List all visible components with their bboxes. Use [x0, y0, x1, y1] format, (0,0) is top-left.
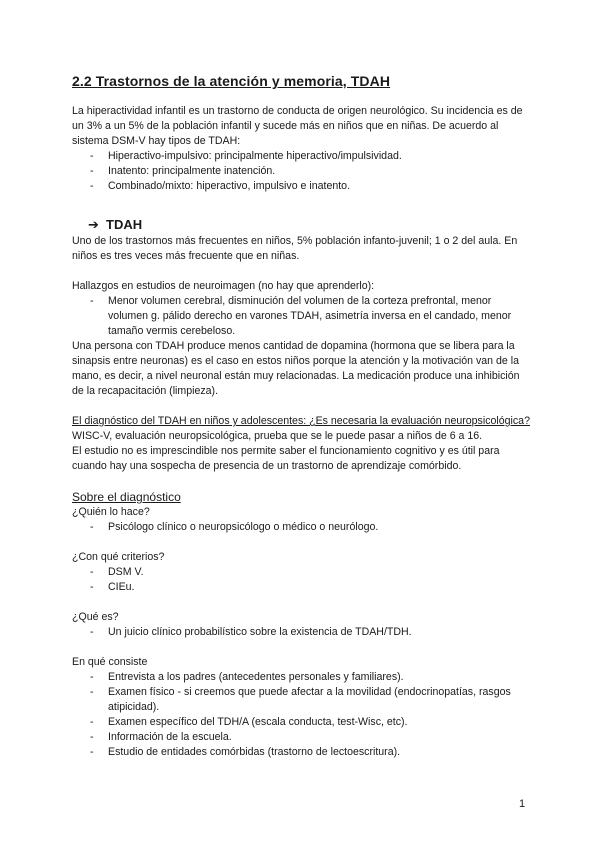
- diagnosis-question-heading: El diagnóstico del TDAH en niños y adolescentes: ¿Es necesaria la evaluación neuropsicológica?: [72, 415, 530, 427]
- arrow-right-icon: ➔: [88, 217, 99, 232]
- list-item: - Estudio de entidades comórbidas (trastorno de lectoescritura).: [72, 745, 532, 760]
- list-item: - Inatento: principalmente inatención.: [72, 164, 532, 179]
- list-item: - Combinado/mixto: hiperactivo, impulsivo e inatento.: [72, 179, 532, 194]
- tdah-types-list: [72, 149, 532, 194]
- consists-heading: En qué consiste: [72, 656, 148, 668]
- wisc-line: WISC-V, evaluación neuropsicológica, prueba que se le puede pasar a niños de 6 a 16.: [72, 430, 483, 442]
- tdah-paragraph: Uno de los trastornos más frecuentes en niños, 5% población infanto-juvenil; 1 o 2 del aula. En niños es tres veces más frecuente que en niñas.: [72, 235, 518, 262]
- list-item: - Un juicio clínico probabilístico sobre la existencia de TDAH/TDH.: [72, 625, 532, 640]
- dopamine-paragraph: Una persona con TDAH produce menos cantidad de dopamina (hormona que se libera para la sinapsis entre neuronas) es el caso en estos niños porque la atención y la motivación van de la mano, es decir, a nivel neuronal están muy relacionadas. La medicación produce una inhibición de la recapacitación (limpieza).: [72, 340, 520, 397]
- consists-list: [72, 670, 532, 760]
- intro-paragraph: La hiperactividad infantil es un trastorno de conducta de origen neurológico. Su incidencia es de un 3% a un 5% de la población infantil y sucede más en niños que en niñas. De acuerdo al sistema DSM-V hay tipos de TDAH:: [72, 105, 523, 147]
- list-item: - Entrevista a los padres (antecedentes personales y familiares).: [72, 670, 532, 685]
- criteria-list: [72, 565, 532, 595]
- study-line: El estudio no es imprescindible nos permite saber el funcionamiento cognitivo y es útil para cuando hay una sospecha de presencia de un trastorno de aprendizaje comórbido.: [72, 445, 500, 472]
- list-item: - CIEu.: [72, 580, 532, 595]
- who-list: [72, 520, 532, 535]
- tdah-section-heading: [72, 216, 532, 234]
- neuroimaging-intro: Hallazgos en estudios de neuroimagen (no hay que aprenderlo):: [72, 280, 375, 292]
- document-page: [72, 72, 532, 760]
- tdah-heading-text: TDAH: [106, 217, 143, 232]
- list-item: - Examen físico - si creemos que puede afectar a la movilidad (endocrinopatías, rasgos atipicidad).: [72, 685, 532, 715]
- list-item: - DSM V.: [72, 565, 532, 580]
- what-list: [72, 625, 532, 640]
- list-item: - Información de la escuela.: [72, 730, 532, 745]
- neuroimaging-list: [72, 294, 532, 339]
- list-item: - Examen específico del TDH/A (escala conducta, test-Wisc, etc).: [72, 715, 532, 730]
- page-title: 2.2 Trastornos de la atención y memoria, TDAH: [72, 73, 391, 89]
- list-item: - Hiperactivo-impulsivo: principalmente hiperactivo/impulsividad.: [72, 149, 532, 164]
- list-item: - Psicólogo clínico o neuropsicólogo o médico o neurólogo.: [72, 520, 532, 535]
- criteria-question: ¿Con qué criterios?: [72, 551, 165, 563]
- about-diagnosis-heading: Sobre el diagnóstico: [72, 490, 181, 504]
- who-question: ¿Quién lo hace?: [72, 506, 150, 518]
- list-item: - Menor volumen cerebral, disminución del volumen de la corteza prefrontal, menor volumen g. pálido derecho en varones TDAH, asimetría inversa en el candado, menor tamaño vermis cerebeloso.: [72, 294, 532, 339]
- what-question: ¿Qué es?: [72, 611, 119, 623]
- page-number: 1: [519, 798, 526, 810]
